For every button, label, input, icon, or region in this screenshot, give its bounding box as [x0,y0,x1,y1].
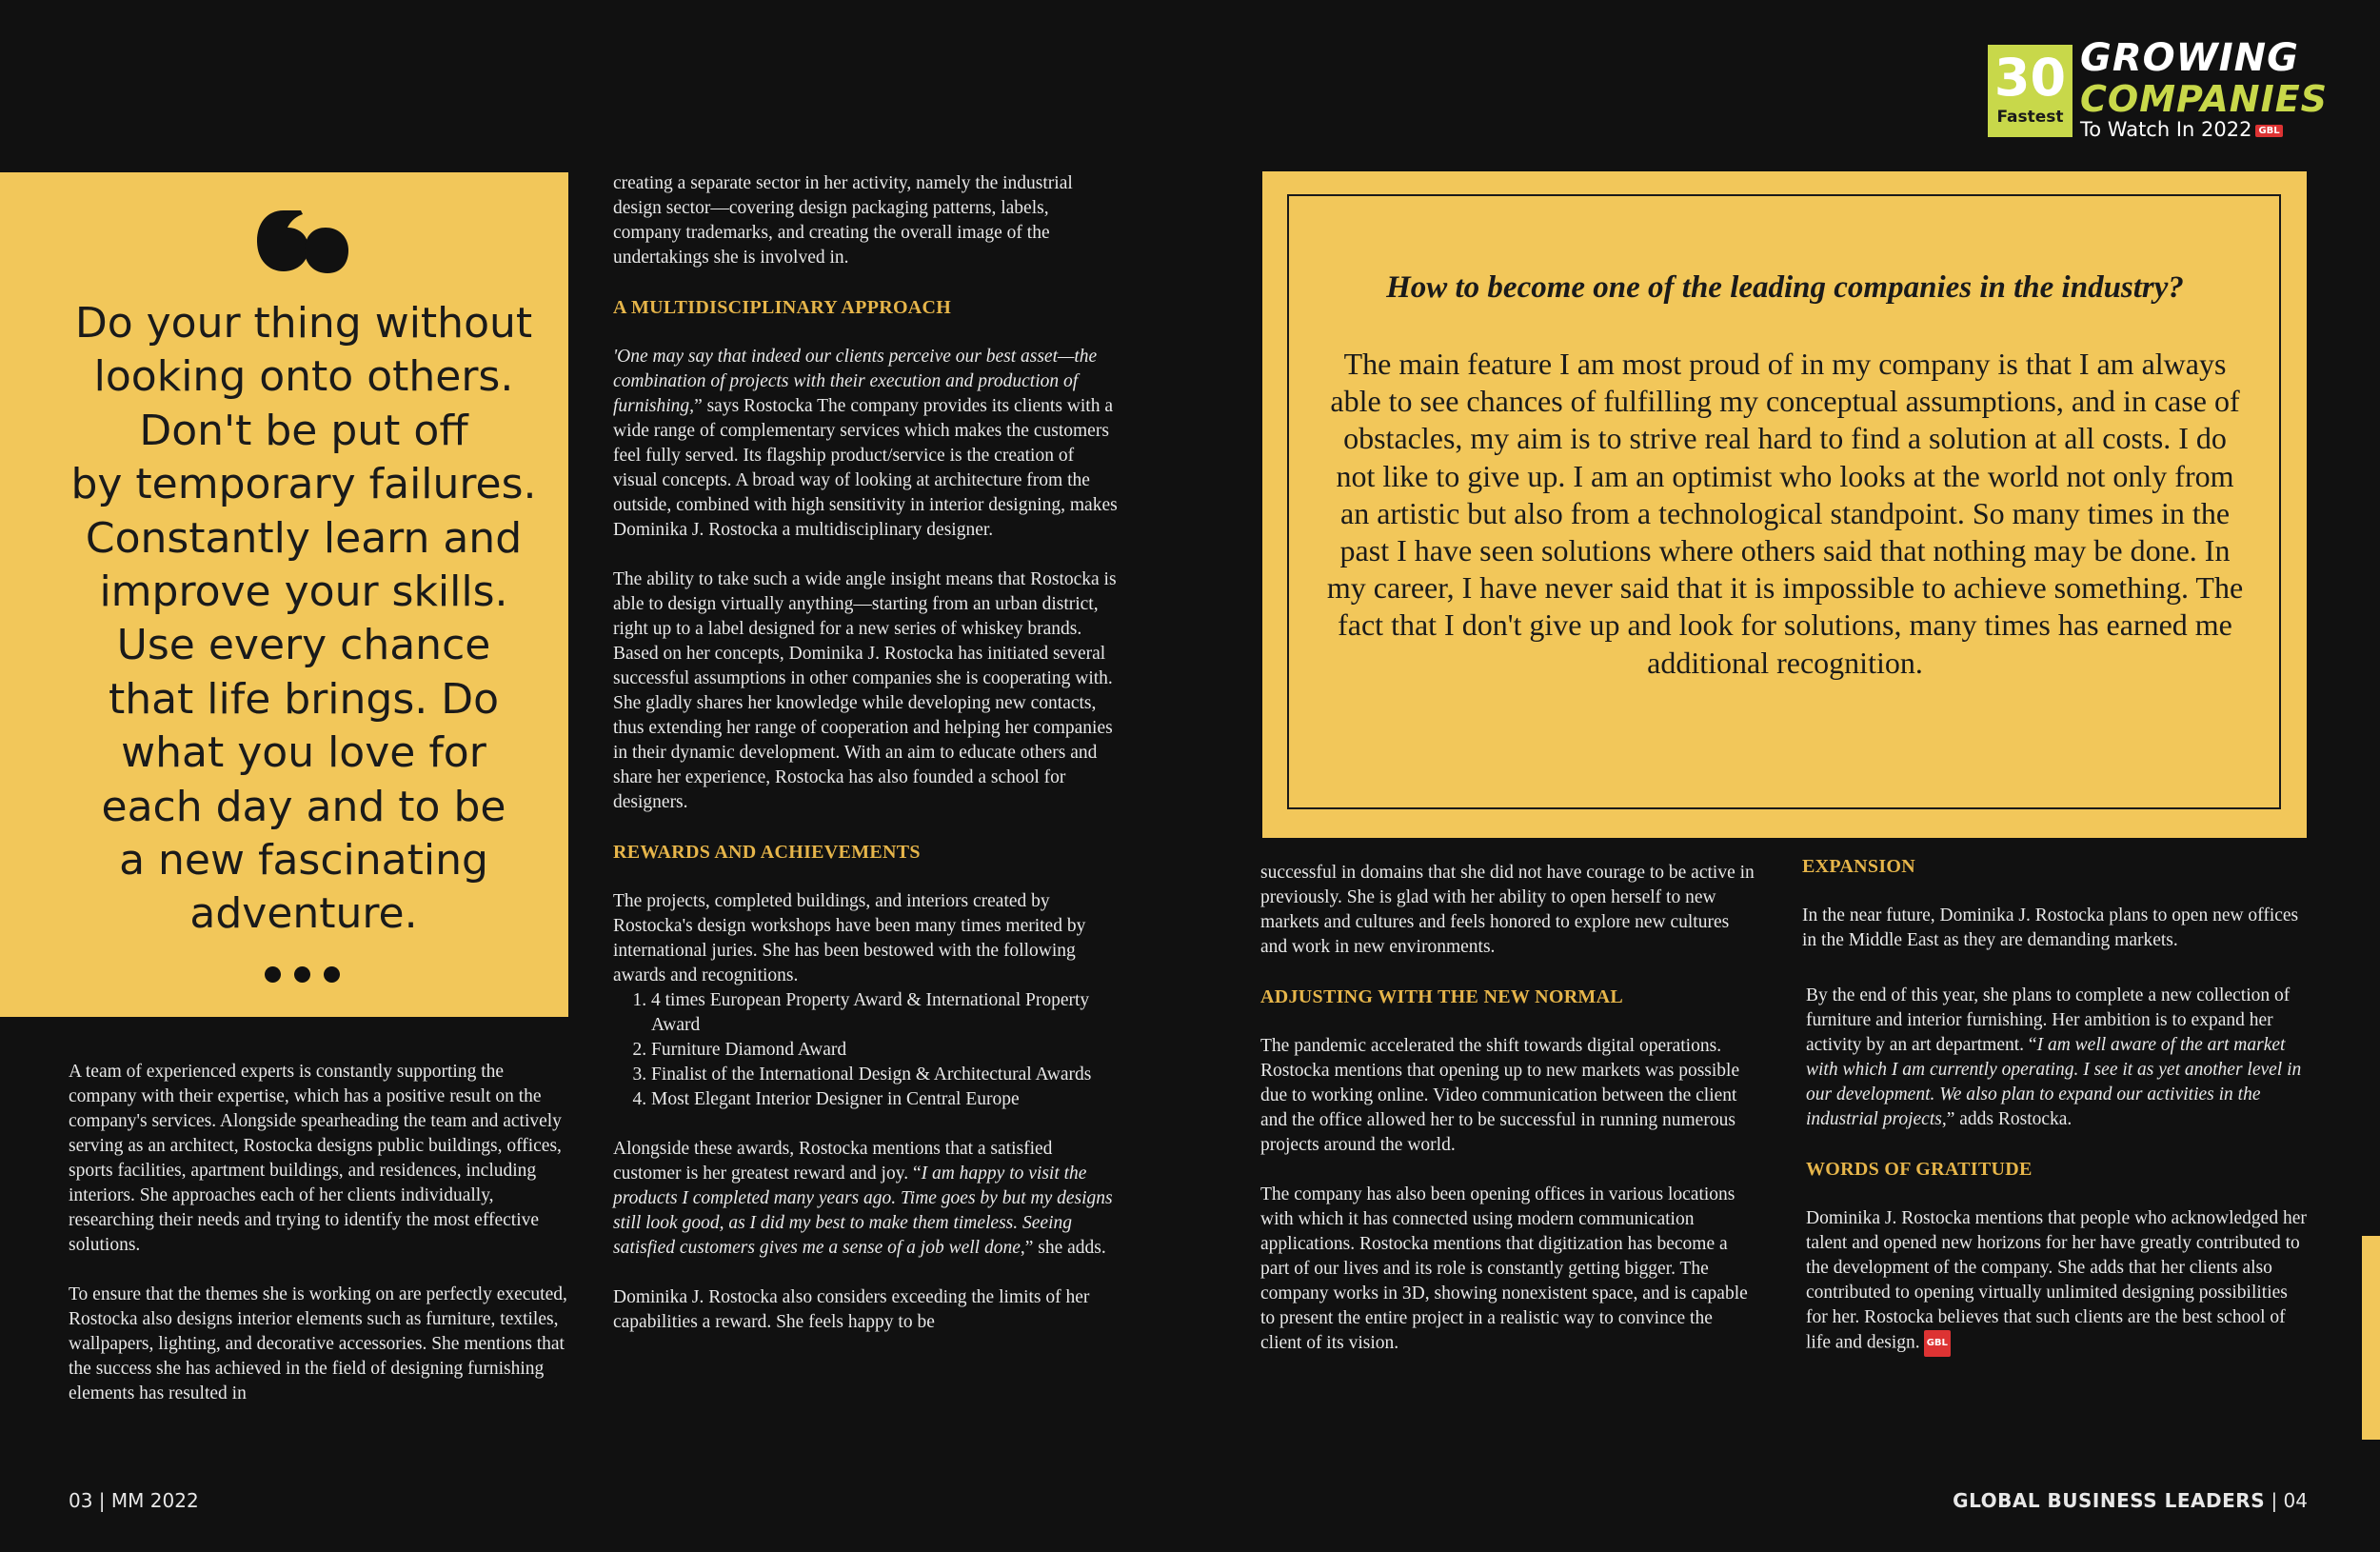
logo-tagline: To Watch In 2022 GBL [2080,118,2283,141]
paragraph: Alongside these awards, Rostocka mentions that a satisfied customer is her greatest reward and joy. “I am happy to visit the products I completed many years ago. Time goes by but my designs still look good, as I did my best to make them timeless. Seeing satisfied customers gives me a sense of a job well done,” she adds. [613,1139,1113,1258]
quote-mark-icon [255,207,350,275]
list-item: 2. Furniture Diamond Award [651,1038,1118,1063]
column-1 [69,1060,573,1431]
logo-number: 30 [1993,48,2067,108]
pull-quote [29,297,579,942]
section-heading: A MULTIDISCIPLINARY APPROACH [613,297,952,318]
paragraph: In the near future, Dominika J. Rostocka plans to open new offices in the Middle East as they are demanding markets. [1802,905,2299,950]
list-item: 1. 4 times European Property Award & International Property Award [651,988,1118,1038]
section-heading: ADJUSTING WITH THE NEW NORMAL [1260,986,1623,1007]
gbl-logo-icon: GBL [1924,1330,1951,1357]
ellipsis-icon [265,966,341,985]
paragraph: The projects, completed buildings, and interiors created by Rostocka's design workshops have been many times merited by international juries. She has been bestowed with the following awards and recognitions. [613,891,1086,985]
quote-line: Do your thing without [74,299,533,348]
quote-line: looking onto others. [93,352,514,402]
paragraph: Dominika J. Rostocka also considers exceeding the limits of her capabilities a reward. She feels happy to be [613,1287,1090,1332]
quote-line: by temporary failures. [70,460,537,509]
qa-answer: The main feature I am most proud of in my company is that I am always able to see chances of fulfilling my conceptual assumptions, and in case of obstacles, my aim is to strive real hard to find a solution at all costs. I do not like to give up. I am an optimist who looks at the world not only from an artistic but also from a technological standpoint. So many times in the past I have seen solutions where others said that nothing may be done. In my career, I have never said that it is impossible to achieve something. The fact that I don't give up and look for solutions, many times has earned me additional recognition. [1326,347,2244,680]
page-number-left: 03 | MM 2022 [69,1489,199,1512]
paragraph: To ensure that the themes she is working on are perfectly executed, Rostocka also designs interior elements such as furniture, textiles, wallpapers, lighting, and decorative accessories. She mentions that the success she has achieved in the field of designing furnishing elements has resulted in [69,1284,567,1403]
paragraph: The ability to take such a wide angle insight means that Rostocka is able to design virtually anything—starting from an urban district, right up to a label designed for a new series of whiskey brands. Based on her concepts, Dominika J. Rostocka has initiated several successful assumptions in other companies she is cooperating with. She gladly shares her knowledge while developing new contacts, thus extending her range of cooperation and helping her companies in their dynamic development. With an aim to educate others and share her experience, Rostocka has also founded a school for designers. [613,569,1117,812]
qa-question: How to become one of the leading companies in the industry? [1386,270,2184,305]
column-3 [1260,861,1757,1381]
quote-line: that life brings. Do [108,674,500,724]
quote-line: Don't be put off [139,406,468,455]
gbl-logo-icon: GBL [2255,125,2282,137]
quote-line: improve your skills. [99,567,508,617]
list-item: 4. Most Elegant Interior Designer in Central Europe [651,1087,1118,1112]
paragraph: successful in domains that she did not have courage to be active in previously. She is glad with her ability to open herself to new markets and cultures and feels honored to explore new cultures and work in new environments. [1260,863,1755,957]
quote-line: adventure. [189,889,418,939]
quote-line: what you love for [121,728,486,778]
paragraph: 'One may say that indeed our clients perceive our best asset—the combination of projects with their execution and production of furnishing,” says Rostocka The company provides its clients with a wide range of complementary services which makes the customers feel fully served. Its flagship product/service is the creation of visual concepts. A broad way of looking at architecture from the outside, combined with high sensitivity in interior designing, makes Dominika J. Rostocka a multidisciplinary designer. [613,347,1118,540]
paragraph: Dominika J. Rostocka mentions that people who acknowledged her talent and opened new horizons for her have greatly contributed to the development of the company. She adds that her clients also contributed to opening virtually unlimited designing possibilities for her. Rostocka believes that such clients are the best school of life and design. GBL [1802,1206,2307,1357]
side-tab [2362,1236,2380,1440]
logo-companies: COMPANIES [2080,78,2329,120]
section-heading: REWARDS AND ACHIEVEMENTS [613,842,921,863]
column-4 [1802,854,2307,1382]
paragraph: The pandemic accelerated the shift towards digital operations. Rostocka mentions that opening up to new markets was possible due to working online. Video communication between the client and the office allowed her to be successful in running numerous projects around the world. [1260,1036,1740,1155]
quote-line: Use every chance [116,621,491,670]
column-2 [613,171,1118,1360]
list-item: 3. Finalist of the International Design & Architectural Awards [651,1063,1118,1087]
awards-list [613,988,1118,1112]
quote-line: each day and to be [101,782,506,831]
quote-line: a new fascinating [119,836,488,885]
paragraph: The company has also been opening offices in various locations with which it has connected using modern communication applications. Rostocka mentions that digitization has become a part of our lives and its role is constantly getting bigger. The company works in 3D, showing nonexistent space, and is capable to present the entire project in a realistic way to convince the client of its vision. [1260,1184,1748,1353]
section-heading: WORDS OF GRATITUDE [1806,1159,2033,1180]
paragraph: A team of experienced experts is constantly supporting the company with their expertise, which has a positive result on the company's services. Alongside spearheading the team and actively serving as an architect, Rostocka designs public buildings, offices, sports facilities, apartment buildings, and residences, including interiors. She approaches each of her clients individually, researching their needs and trying to identify the most effective solutions. [69,1062,562,1255]
paragraph: By the end of this year, she plans to complete a new collection of furniture and interior furnishing. Her ambition is to expand her activity by an art department. “I am well aware of the art market with which I am currently operating. I see it as yet another level in our development. We also plan to expand our activities in the industrial projects,” adds Rostocka. [1806,985,2302,1129]
paragraph: creating a separate sector in her activity, namely the industrial design sector—covering design packaging patterns, labels, company trademarks, and creating the overall image of the undertakings she is involved in. [613,173,1073,268]
quote-line: Constantly learn and [85,513,523,563]
page-number-right: GLOBAL BUSINESS LEADERS | 04 [1953,1489,2308,1512]
logo-fastest: Fastest [1996,108,2064,127]
logo-growing: GROWING [2080,36,2299,80]
section-heading: EXPANSION [1802,856,1916,877]
